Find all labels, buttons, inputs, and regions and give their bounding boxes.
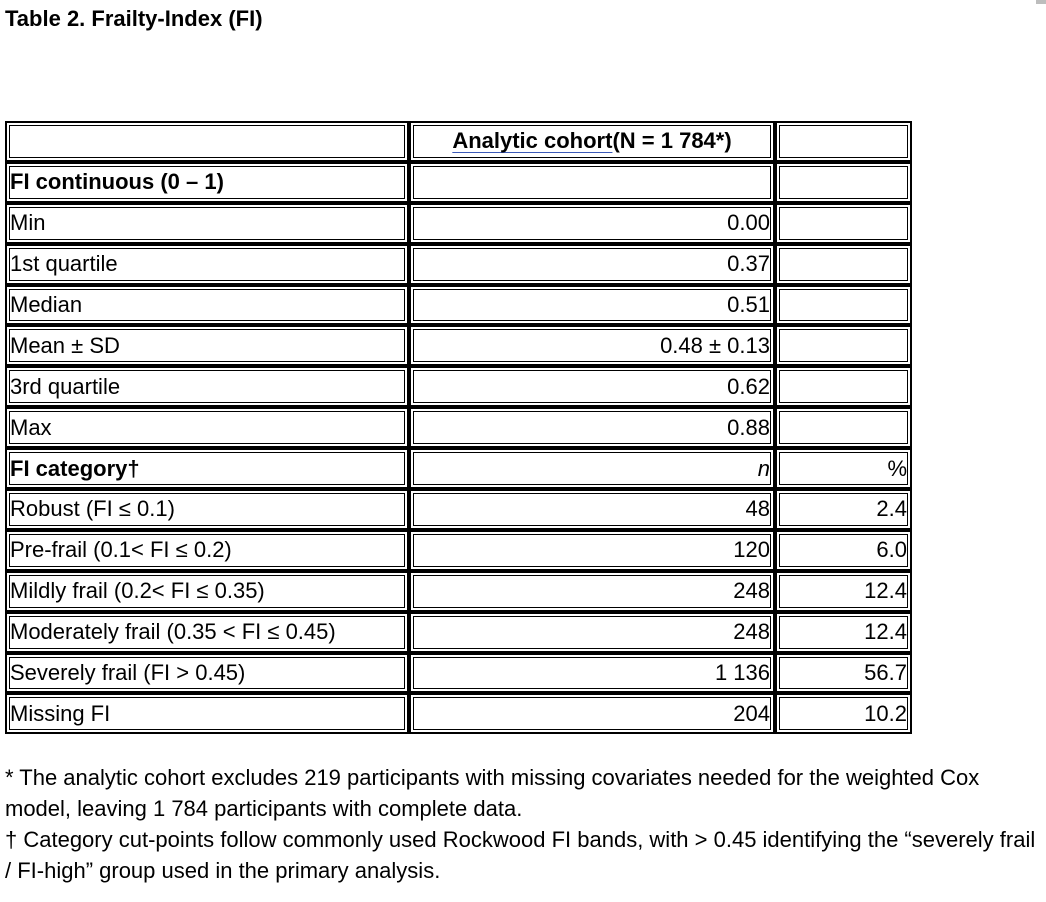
table-row [5, 244, 912, 285]
table-row [5, 489, 912, 530]
header-cohort-linked-text: Analytic cohort [452, 128, 613, 154]
n-column-header: n [409, 448, 775, 489]
empty-cell [409, 162, 775, 203]
row-value: 0.00 [409, 203, 775, 244]
table-row [5, 571, 912, 612]
row-pct: 56.7 [775, 653, 912, 694]
row-label: Min [5, 203, 409, 244]
table-row [5, 325, 912, 366]
row-label: 3rd quartile [5, 366, 409, 407]
row-value: 0.62 [409, 366, 775, 407]
row-label: Pre-frail (0.1< FI ≤ 0.2) [5, 530, 409, 571]
row-n: 120 [409, 530, 775, 571]
row-label: Severely frail (FI > 0.45) [5, 653, 409, 694]
empty-cell [775, 203, 912, 244]
table-title: Table 2. Frailty-Index (FI) [5, 6, 263, 31]
table-row [5, 285, 912, 326]
row-n: 248 [409, 571, 775, 612]
header-cohort-cell [409, 121, 775, 162]
footnote-asterisk: * The analytic cohort excludes 219 participants with missing covariates needed for the weighted Cox model, leaving 1 784 participants with complete data. [5, 765, 980, 821]
table-row [5, 530, 912, 571]
row-n: 1 136 [409, 653, 775, 694]
row-pct: 6.0 [775, 530, 912, 571]
header-label-cell [5, 121, 409, 162]
table-row [5, 653, 912, 694]
row-label: 1st quartile [5, 244, 409, 285]
row-label: Robust (FI ≤ 0.1) [5, 489, 409, 530]
empty-cell [775, 366, 912, 407]
empty-cell [775, 244, 912, 285]
table-row [5, 612, 912, 653]
row-n: 48 [409, 489, 775, 530]
table-row [5, 203, 912, 244]
empty-cell [775, 285, 912, 326]
empty-cell [775, 162, 912, 203]
header-pct-cell [775, 121, 912, 162]
row-label: Moderately frail (0.35 < FI ≤ 0.45) [5, 612, 409, 653]
empty-cell [775, 407, 912, 448]
row-pct: 12.4 [775, 571, 912, 612]
row-label: Missing FI [5, 693, 409, 734]
row-pct: 2.4 [775, 489, 912, 530]
section-label-continuous: FI continuous (0 – 1) [5, 162, 409, 203]
row-value: 0.37 [409, 244, 775, 285]
footnote-dagger: † Category cut-points follow commonly used Rockwood FI bands, with > 0.45 identifying the “severely frail / FI-high” group used in the primary analysis. [5, 827, 1036, 883]
row-n: 248 [409, 612, 775, 653]
table-row [5, 407, 912, 448]
row-n: 204 [409, 693, 775, 734]
row-value: 0.48 ± 0.13 [409, 325, 775, 366]
section-row-continuous [5, 162, 912, 203]
row-label: Median [5, 285, 409, 326]
table-row [5, 693, 912, 734]
row-pct: 12.4 [775, 612, 912, 653]
pct-column-header: % [775, 448, 912, 489]
corner-mark [1036, 0, 1046, 4]
row-label: Mildly frail (0.2< FI ≤ 0.35) [5, 571, 409, 612]
section-row-category [5, 448, 912, 489]
frailty-index-table [5, 121, 912, 734]
header-cohort-n-text: (N = 1 784*) [612, 128, 732, 154]
section-label-category: FI category† [5, 448, 409, 489]
table-header-row [5, 121, 912, 162]
row-value: 0.88 [409, 407, 775, 448]
row-label: Max [5, 407, 409, 448]
row-pct: 10.2 [775, 693, 912, 734]
empty-cell [775, 325, 912, 366]
row-value: 0.51 [409, 285, 775, 326]
table-footnotes [5, 762, 1041, 886]
row-label: Mean ± SD [5, 325, 409, 366]
table-row [5, 366, 912, 407]
